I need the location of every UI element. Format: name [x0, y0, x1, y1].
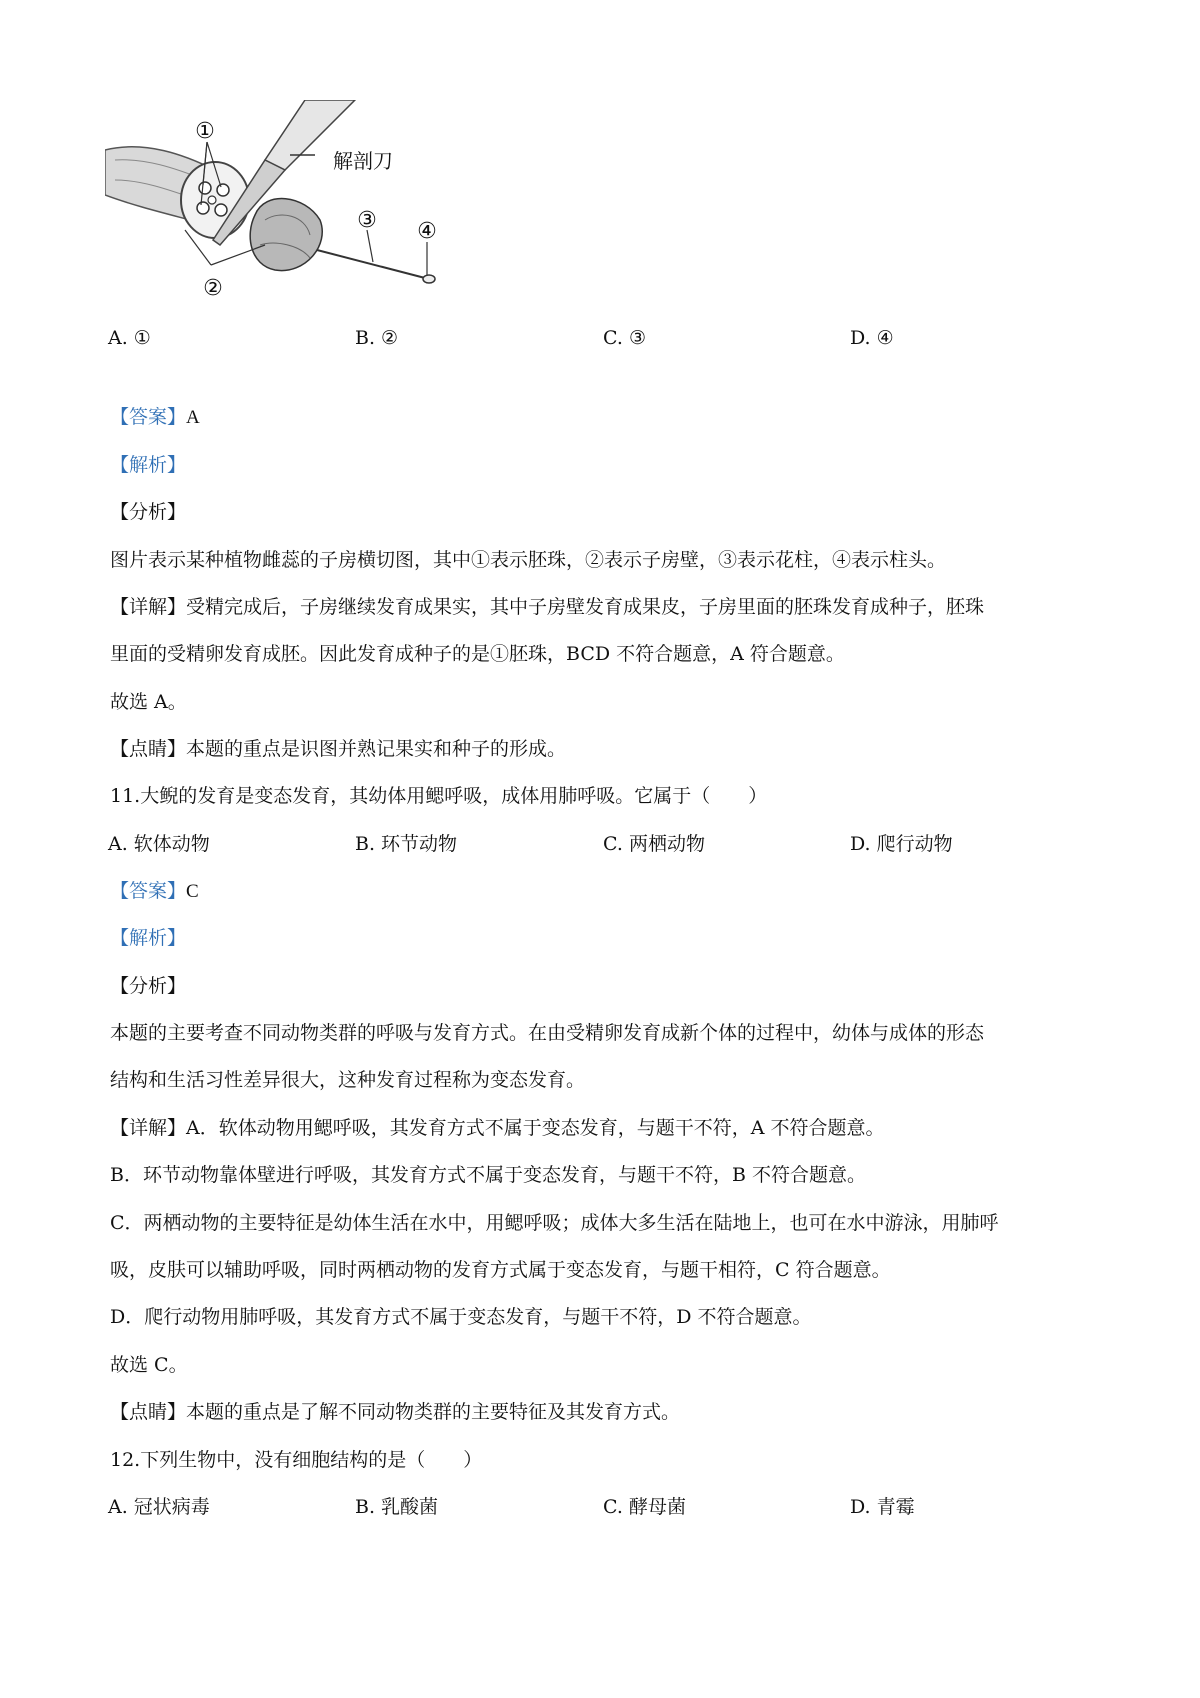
q11-detail-b: B．环节动物靠体壁进行呼吸，其发育方式不属于变态发育，与题干不符，B 不符合题意。: [110, 1164, 866, 1186]
q11-choose: 故选 C。: [110, 1354, 188, 1376]
label-3: ③: [357, 208, 377, 233]
q11-detail-c2: 吸，皮肤可以辅助呼吸，同时两栖动物的发育方式属于变态发育，与题干相符，C 符合题意。: [110, 1259, 891, 1281]
q10-option-d: D. ④: [850, 327, 894, 349]
q12-option-b: B. 乳酸菌: [355, 1496, 439, 1518]
q10-answer-tag: 【答案】: [110, 406, 187, 428]
q10-option-b: B. ②: [355, 327, 399, 349]
q11-detail-d: D．爬行动物用肺呼吸，其发育方式不属于变态发育，与题干不符，D 不符合题意。: [110, 1306, 812, 1328]
q10-comment: 【点睛】本题的重点是识图并熟记果实和种子的形成。: [110, 738, 567, 760]
q10-answer-line: [110, 404, 1110, 431]
q12-option-d: D. 青霉: [850, 1496, 915, 1518]
q10-choose: 故选 A。: [110, 691, 187, 713]
q10-fenxi-tag: 【分析】: [110, 501, 187, 523]
q11-detail-a: 【详解】A．软体动物用鳃呼吸，其发育方式不属于变态发育，与题干不符，A 不符合题意。: [110, 1117, 885, 1139]
q11-answer-tag: 【答案】: [110, 880, 187, 902]
q10-option-a: A. ①: [108, 327, 151, 349]
q10-detail-2: 里面的受精卵发育成胚。因此发育成种子的是①胚珠，BCD 不符合题意，A 符合题意。: [110, 643, 845, 665]
pistil-diagram: [105, 100, 485, 340]
q11-detail-c1: C．两栖动物的主要特征是幼体生活在水中，用鳃呼吸；成体大多生活在陆地上，也可在水中游泳，用肺呼: [110, 1212, 999, 1234]
label-4: ④: [417, 219, 437, 244]
label-scalpel: 解剖刀: [333, 149, 393, 173]
label-1: ①: [195, 119, 215, 144]
q11-analysis-1: 本题的主要考查不同动物类群的呼吸与发育方式。在由受精卵发育成新个体的过程中，幼体与成体的形态: [110, 1022, 985, 1044]
q11-question: 11.大鲵的发育是变态发育，其幼体用鳃呼吸，成体用肺呼吸。它属于（ ）: [110, 785, 768, 807]
q10-jiexi-tag: 【解析】: [110, 454, 187, 476]
q11-option-c: C. 两栖动物: [603, 833, 705, 855]
q11-answer: C: [186, 881, 199, 902]
q11-fenxi-tag: 【分析】: [110, 975, 187, 997]
q11-option-d: D. 爬行动物: [850, 833, 953, 855]
q10-detail-1: 【详解】受精完成后，子房继续发育成果实，其中子房壁发育成果皮，子房里面的胚珠发育成种子，胚珠: [110, 596, 985, 618]
q12-question: 12.下列生物中，没有细胞结构的是（ ）: [110, 1449, 483, 1471]
q11-comment: 【点睛】本题的重点是了解不同动物类群的主要特征及其发育方式。: [110, 1401, 681, 1423]
q12-option-a: A. 冠状病毒: [108, 1496, 210, 1518]
q12-option-c: C. 酵母菌: [603, 1496, 686, 1518]
label-2: ②: [203, 276, 223, 301]
q10-answer: A: [186, 407, 200, 428]
q11-option-a: A. 软体动物: [108, 833, 210, 855]
q11-option-b: B. 环节动物: [355, 833, 458, 855]
q11-answer-line: [110, 878, 1110, 905]
q10-analysis: 图片表示某种植物雌蕊的子房横切图，其中①表示胚珠，②表示子房壁，③表示花柱，④表示柱头。: [110, 549, 947, 571]
q11-analysis-2: 结构和生活习性差异很大，这种发育过程称为变态发育。: [110, 1069, 586, 1091]
q11-jiexi-tag: 【解析】: [110, 927, 187, 949]
q10-option-c: C. ③: [603, 327, 646, 349]
